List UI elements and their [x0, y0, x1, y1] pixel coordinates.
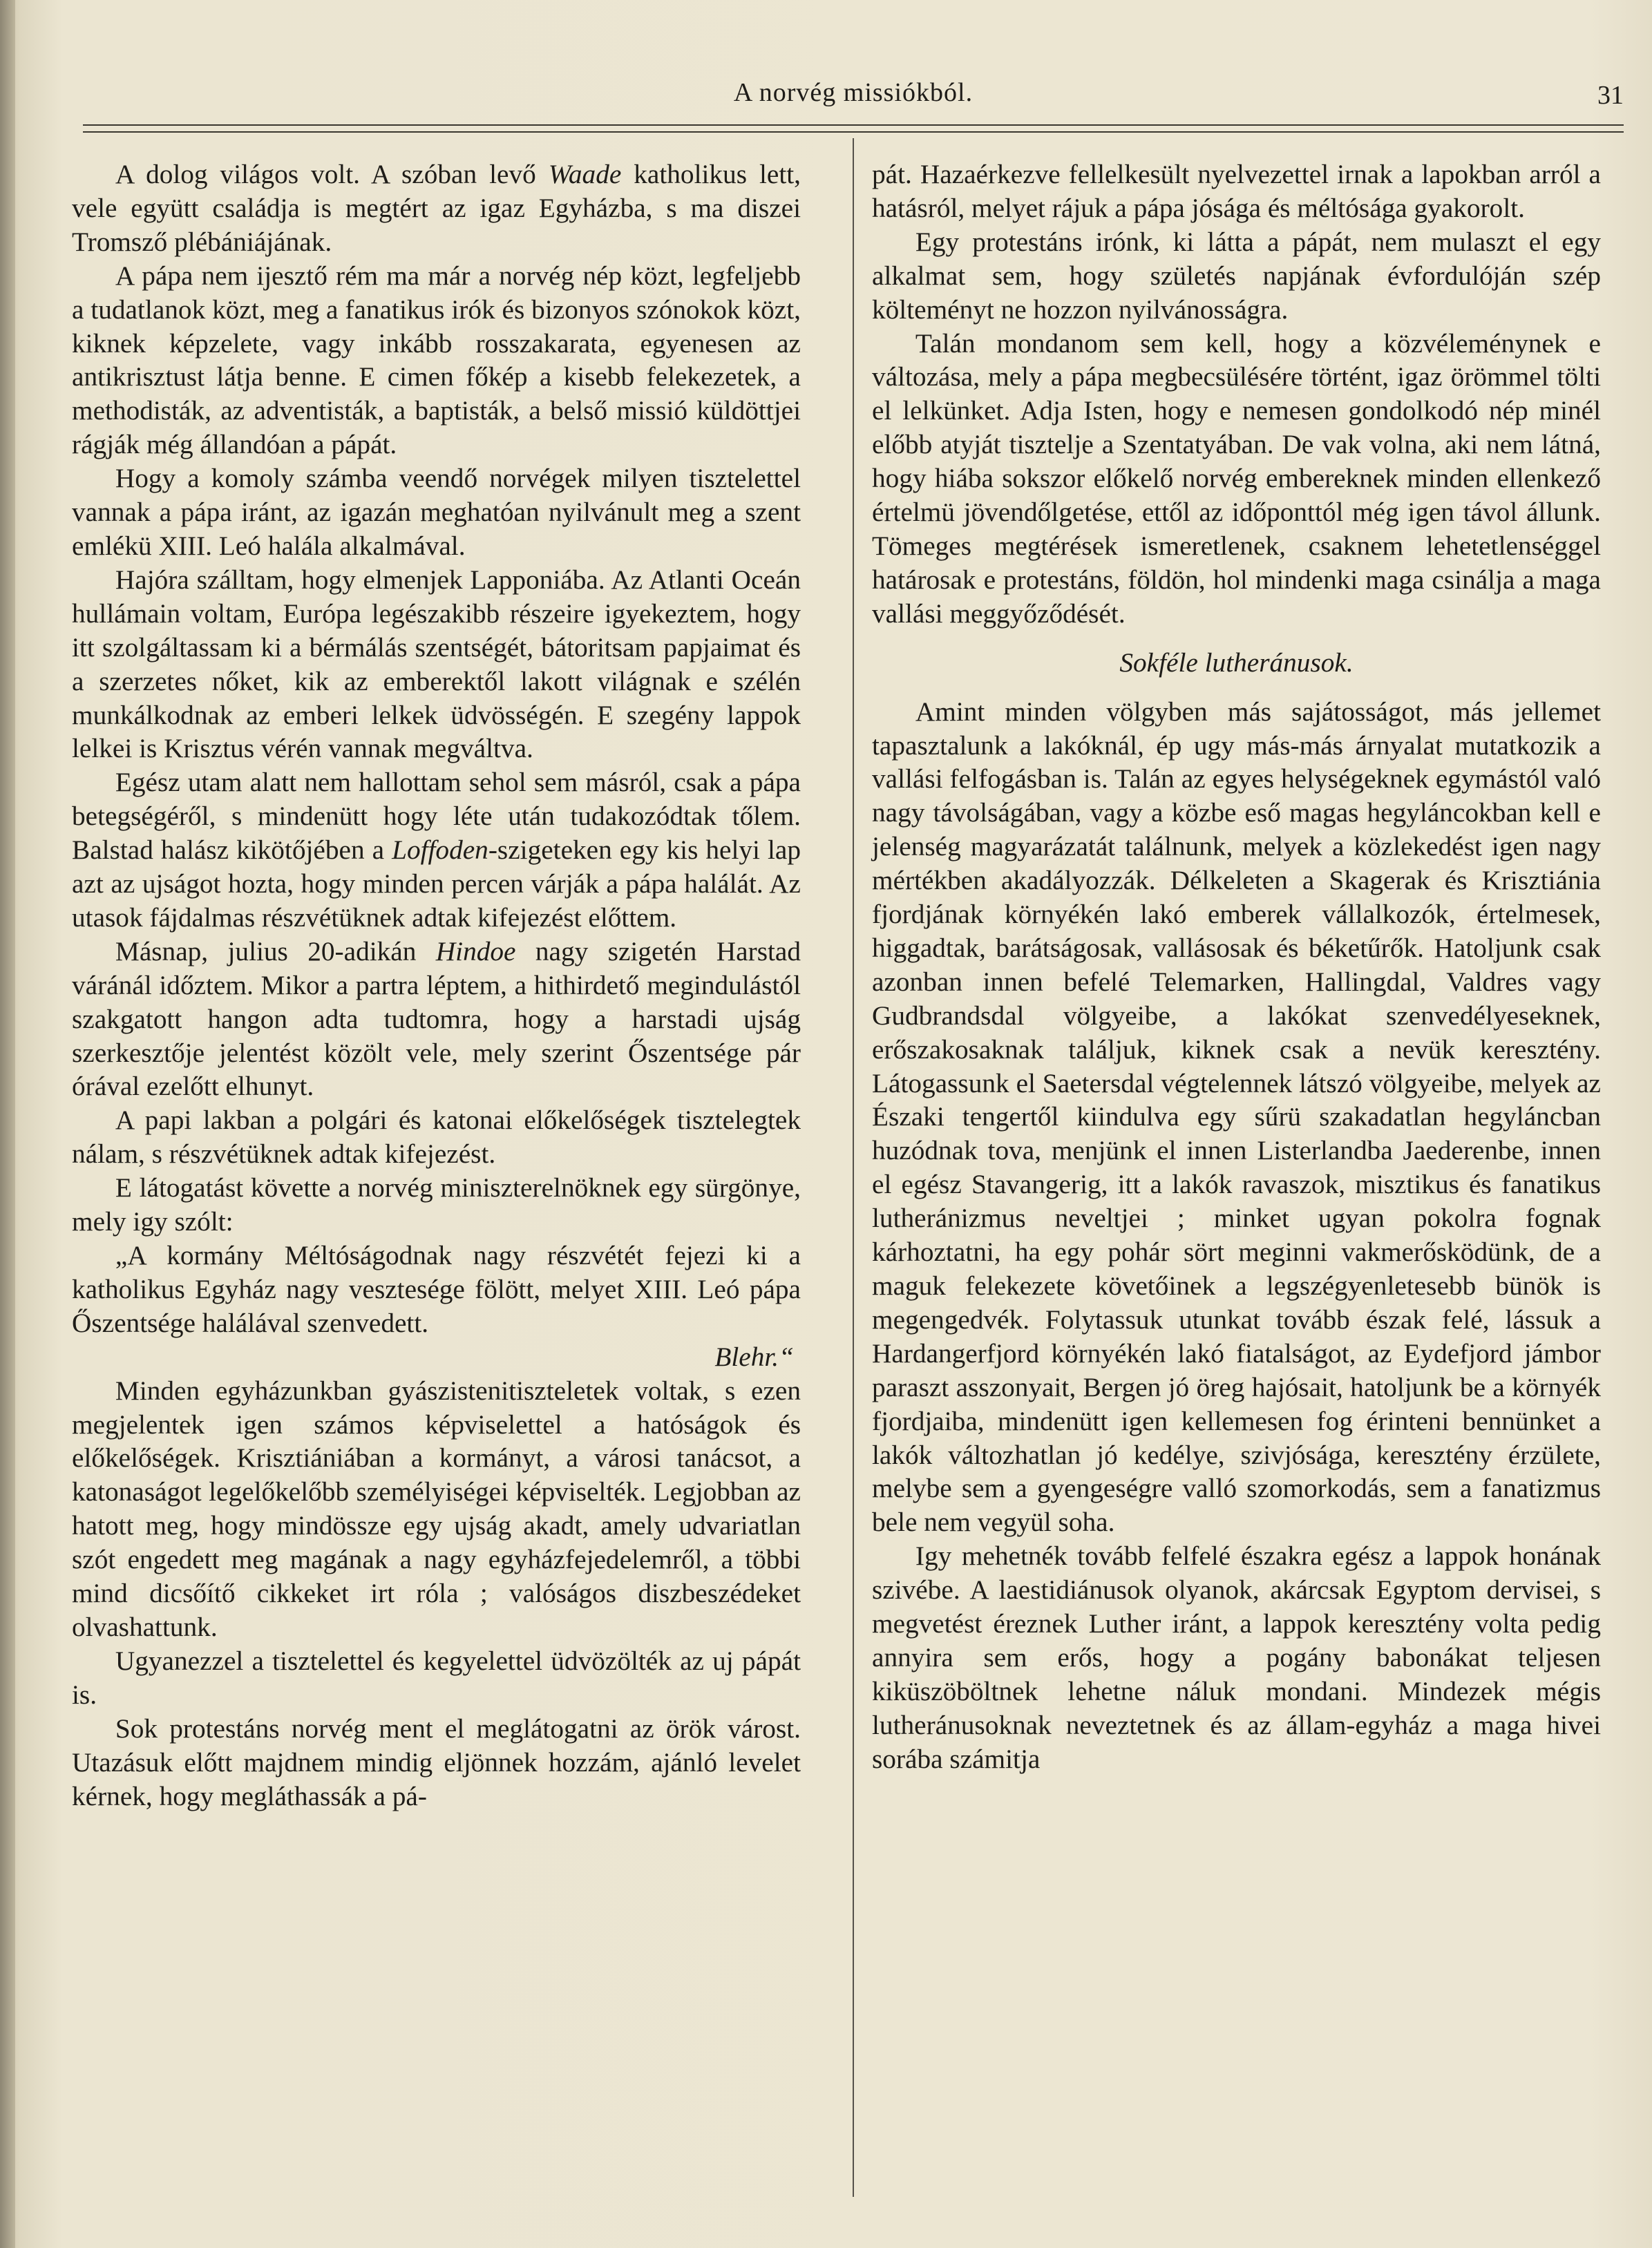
page-gutter-shadow [0, 0, 15, 2248]
header-double-rule [83, 124, 1624, 133]
page-header [83, 77, 1624, 126]
paragraph: E látogatást követte a norvég miniszterelnöknek egy sürgönye, mely igy szólt: [72, 1172, 801, 1237]
paragraph: Másnap, julius 20-adikán Hindoe nagy szigetén Harstad váránál időztem. Mikor a partra léptem, a hithirdető megindulástól szakgatott hangon adta tudtomra, hogy a harstadi ujság szerkesztője jelentést közölt vele, mely szerint Őszentsége pár órával ezelőtt elhunyt. [72, 935, 801, 1102]
section-heading: Sokféle lutheránusok. [1119, 647, 1354, 678]
paragraph: Egy protestáns irónk, ki látta a pápát, nem mulaszt el egy alkalmat sem, hogy születés napjának évfordulóján szép költeményt ne hozzon nyilvánosságra. [872, 226, 1601, 325]
paragraph: Amint minden völgyben más sajátosságot, más jellemet tapasztalunk a lakóknál, ép ugy más-más árnyalat mutatkozik a vallási felfogásban is. Talán az egyes helységeknek egymástól való nagy távolságában, vagy a közbe eső magas hegyláncokban kell e jelenség magyarázatát találnunk, melyek a közlekedést igen nagy mértékben akadályozzák. Délkeleten a Skagerak és Krisztiánia fjordjának környékén lakó emberek vállalkozók, értelmesek, higgadtak, barátságosak, vallásosak és béketűrők. Hatoljunk csak azonban innen befelé Telemarken, Hallingdal, Valdres vagy Gudbrandsdal völgyeibe, a lakókat szenvedélyeseknek, erőszakosaknak találjuk, kiknek csak a nevük keresztény. Látogassunk el Saetersdal végtelennek látszó völgyeibe, melyek az Északi tengertől kiindulva egy sűrü szakadatlan hegyláncban huzódnak tova, menjünk el innen Listerlandba Jaederenbe, innen el egész Stavangerig, itt a lakók ravaszok, misztikus és fanatikus lutheránizmus neveltjei ; minket ugyan pokolra fognak kárhoztatni, ha egy pohár sört meginni vakmerősködünk, de a maguk felekezete követőinek a legszégyenletesebb bünök is megengedvék. Folytassuk utunkat tovább észak felé, lássuk a Hardangerfjord környékén lakó fiatalságot, az Eydefjord jámbor paraszt asszonyait, Bergen jó öreg hajósait, hatoljunk be a környék fjordjaiba, mindenütt igen kellemesen fog érinteni bennünket a lakók változhatlan jó kedélye, szivjósága, keresztény érzülete, melybe sem a gyengeségre valló szomorkodás, sem a fanatizmus bele nem vegyül soha. [872, 696, 1601, 1538]
running-title: A norvég missiókból. [733, 78, 974, 107]
paragraph: Ugyanezzel a tisztelettel és kegyelettel üdvözölték az uj pápát is. [72, 1645, 801, 1710]
paragraph: Hogy a komoly számba veendő norvégek milyen tisztelettel vannak a pápa iránt, az igazán meghatóan nyilvánult meg a szent emlékü XIII. Leó halála alkalmával. [72, 463, 801, 561]
telegram-quote: „A kormány Méltóságodnak nagy részvétét fejezi ki a katholikus Egyház nagy vesztesége fölött, melyet XIII. Leó pápa Őszentsége halálával szenvedett. [72, 1240, 801, 1338]
paragraph: Minden egyházunkban gyászistenitiszteletek voltak, s ezen megjelentek igen számos képviselettel a hatóságok és előkelőségek. Krisztiániában a kormányt, a városi tanácsot, a katonaságot legelőkelőbb személyiségei képviselték. Legjobban az hatott meg, hogy mindössze egy ujság akadt, amely udvariatlan szót engedett meg magának a nagy egyházfejedelemről, a többi mind dicsőítő cikkeket irt róla ; valóságos diszbeszédeket olvashattunk. [72, 1375, 801, 1642]
paragraph: Egész utam alatt nem hallottam sehol sem másról, csak a pápa betegségéről, s mindenütt hogy léte után tudakozódtak tőlem. Balstad halász kikötőjében a Loffoden-szigeteken egy kis helyi lap azt az ujságot hozta, hogy minden percen várják a pápa halálát. Az utasok fájdalmas részvétüknek adtak kifejezést előttem. [72, 767, 801, 933]
telegram-signature: Blehr.“ [714, 1341, 794, 1372]
paragraph: Sok protestáns norvég ment el meglátogatni az örök várost. Utazásuk előtt majdnem mindig eljönnek hozzám, ajánló levelet kérnek, hogy megláthassák a pá- [72, 1713, 801, 1811]
paragraph: Talán mondanom sem kell, hogy a közvéleménynek e változása, mely a pápa megbecsülésére történt, igaz örömmel tölti el lelkünket. Adja Isten, hogy e nemesen gondolkodó nép minél előbb atyját tisztelje a Szentatyában. De vak volna, aki nem látná, hogy hiába sokszor előkelő norvég embereknek minden ellenkező értelmü jövendőlgetése, ettől az időponttól még igen távol állunk. Tömeges megtérések ismeretlenek, csaknem lehetetlenséggel határosak e protestáns, földön, hol mindenki maga csinálja a maga vallási meggyőződését. [872, 327, 1601, 629]
page-number: 31 [1597, 81, 1624, 110]
paragraph: Igy mehetnék tovább felfelé északra egész a lappok honának szivébe. A laestidiánusok olyanok, akárcsak Egyptom dervisei, s megvetést éreznek Luther iránt, a lappok keresztény volta pedig annyira sem erős, hogy a pogány babonákat teljesen kiküszöböltnek lehetne náluk mondani. Mindezek mégis lutheránusoknak neveztetnek és az állam-egyház a maga hivei sorába számitja [872, 1541, 1601, 1774]
paragraph: pát. Hazaérkezve fellelkesült nyelvezettel irnak a lapokban arról a hatásról, melyet rájuk a pápa jósága és méltósága gyakorolt. [872, 159, 1601, 223]
paragraph: Hajóra szálltam, hogy elmenjek Lapponiába. Az Atlanti Oceán hullámain voltam, Európa legészakibb részeire igyekeztem, hogy itt szolgáltassam ki a bérmálás szentségét, bátoritsam papjaimat és a szerzetes nőket, kik az emberektől lakott világnak e szélén munkálkodnak az emberi lelkek üdvösségén. E szegény lappok lelkei is Krisztus vérén vannak megváltva. [72, 564, 801, 764]
paragraph: A dolog világos volt. A szóban levő Waade katholikus lett, vele együtt családja is megtért az igaz Egyházba, s ma diszei Tromsző plébániájának. [72, 159, 801, 257]
paragraph: A pápa nem ijesztő rém ma már a norvég nép közt, legfeljebb a tudatlanok közt, meg a fanatikus irók és bizonyos szónokok közt, kiknek képzelete, vagy inkább rosszakarata, egyenesen az antikrisztust látja benne. E cimen főkép a kisebb felekezetek, a methodisták, az adventisták, a baptisták, a belső missió küldöttjei rágják még állandóan a pápát. [72, 260, 801, 460]
column-divider [853, 138, 854, 2197]
right-column [872, 158, 1601, 1776]
left-column [72, 158, 801, 1813]
paragraph: A papi lakban a polgári és katonai előkelőségek tisztelegtek nálam, s részvétüknek adtak kifejezést. [72, 1105, 801, 1170]
